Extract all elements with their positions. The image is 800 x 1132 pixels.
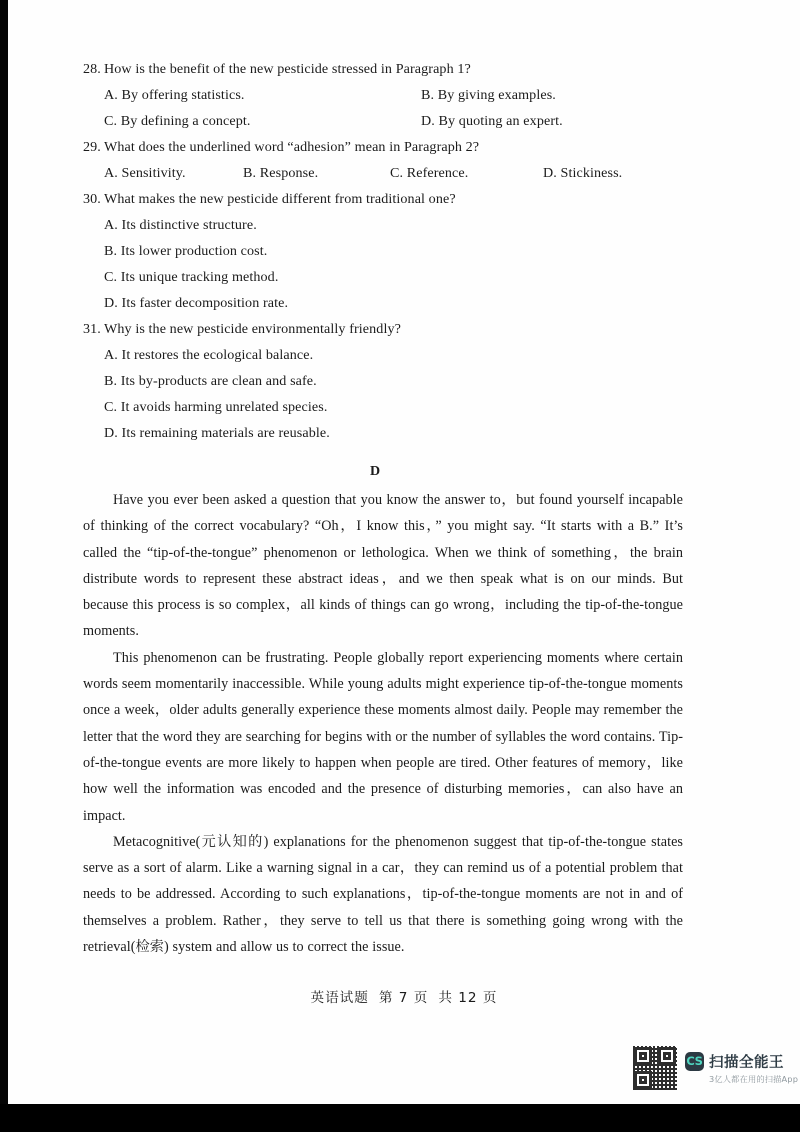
watermark-title-row	[685, 1051, 798, 1072]
option-row	[83, 342, 683, 368]
question-number: 31.	[83, 321, 101, 337]
camscanner-watermark	[633, 1043, 799, 1093]
option-c[interactable]: C. It avoids harming unrelated species.	[104, 399, 328, 415]
option-row	[83, 394, 683, 420]
passage-paragraph-3: Metacognitive(元认知的) explanations for the phenomenon suggest that tip-of-the-tongue states serve as a sort of alarm. Like a warning signal in a car，they can remind us of a potential problem that needs to be addressed. According to such explanations，tip-of-the-tongue moments are not in and of themselves a problem. Rather，they serve to tell us that there is something going wrong with the retrieval(检索) system and allow us to correct the issue.	[83, 833, 683, 956]
question-stem	[83, 186, 683, 212]
question-30	[83, 186, 683, 316]
page-content	[83, 56, 683, 960]
section-letter-d: D	[369, 464, 381, 479]
option-b[interactable]: B. Response.	[243, 165, 319, 181]
watermark-tagline: 3亿人都在用的扫描App	[709, 1074, 799, 1084]
scan-band-bottom	[0, 1104, 800, 1132]
footer-page-number: 第 7 页	[378, 990, 429, 1006]
option-d[interactable]: D. By quoting an expert.	[421, 113, 563, 129]
option-d[interactable]: D. Its faster decomposition rate.	[104, 295, 289, 311]
option-b[interactable]: B. Its by-products are clean and safe.	[104, 373, 317, 389]
page-footer	[8, 986, 800, 1006]
footer-subject: 英语试题	[310, 990, 369, 1006]
option-row	[83, 264, 683, 290]
option-c[interactable]: C. Its unique tracking method.	[104, 269, 279, 285]
option-a[interactable]: A. Its distinctive structure.	[104, 217, 257, 233]
question-number: 28.	[83, 61, 101, 77]
option-a[interactable]: A. By offering statistics.	[104, 87, 245, 103]
option-b[interactable]: B. By giving examples.	[421, 87, 556, 103]
option-row	[83, 212, 683, 238]
question-text: What makes the new pesticide different from traditional one?	[104, 191, 456, 207]
option-row	[83, 82, 683, 108]
question-stem	[83, 316, 683, 342]
option-row	[83, 160, 683, 186]
question-31	[83, 316, 683, 446]
question-28	[83, 56, 683, 134]
option-row	[83, 420, 683, 446]
question-text: How is the benefit of the new pesticide stressed in Paragraph 1?	[104, 61, 471, 77]
option-d[interactable]: D. Stickiness.	[543, 165, 623, 181]
option-a[interactable]: A. It restores the ecological balance.	[104, 347, 314, 363]
option-row	[83, 238, 683, 264]
camscanner-logo-icon: CS	[685, 1052, 704, 1071]
watermark-text	[685, 1051, 798, 1085]
watermark-app-name: 扫描全能王	[709, 1055, 784, 1071]
passage-paragraph-2: This phenomenon can be frustrating. People globally report experiencing moments where certain words seem momentarily inaccessible. While young adults might experience tip-of-the-tongue moments once a week，older adults generally experience these moments almost daily. People may remember the letter that the word they are searching for begins with or the number of syllables the word contains. Tip-of-the-tongue events are more likely to happen when people are tired. Other features of memory，like how well the information was encoded and the presence of disturbing memories，can also have an impact.	[83, 649, 683, 824]
question-stem	[83, 56, 683, 82]
question-text: Why is the new pesticide environmentally friendly?	[104, 321, 401, 337]
question-number: 29.	[83, 139, 101, 155]
option-d[interactable]: D. Its remaining materials are reusable.	[104, 425, 330, 441]
scan-edge-shadow-left	[0, 0, 8, 1104]
option-b[interactable]: B. Its lower production cost.	[104, 243, 268, 259]
option-row	[83, 108, 683, 134]
question-29	[83, 134, 683, 186]
question-text: What does the underlined word “adhesion” mean in Paragraph 2?	[104, 139, 480, 155]
option-a[interactable]: A. Sensitivity.	[104, 165, 186, 181]
option-row	[83, 290, 683, 316]
passage-paragraph-1: Have you ever been asked a question that you know the answer to，but found yourself incapable of thinking of the correct vocabulary? “Oh，I know this，” you might say. “It starts with a B.” It’s called the “tip-of-the-tongue” phenomenon or lethologica. When we think of something，the brain distribute words to represent these abstract ideas，and we then speak what is on our minds. But because this process is so complex，all kinds of things can go wrong，including the tip-of-the-tongue moments.	[83, 492, 683, 640]
option-c[interactable]: C. Reference.	[390, 165, 469, 181]
option-row	[83, 368, 683, 394]
question-stem	[83, 134, 683, 160]
qr-code-icon[interactable]	[633, 1046, 677, 1090]
question-number: 30.	[83, 191, 101, 207]
footer-total-pages: 共 12 页	[438, 990, 498, 1006]
qr-finder-pattern-icon	[634, 1071, 652, 1089]
option-c[interactable]: C. By defining a concept.	[104, 113, 251, 129]
